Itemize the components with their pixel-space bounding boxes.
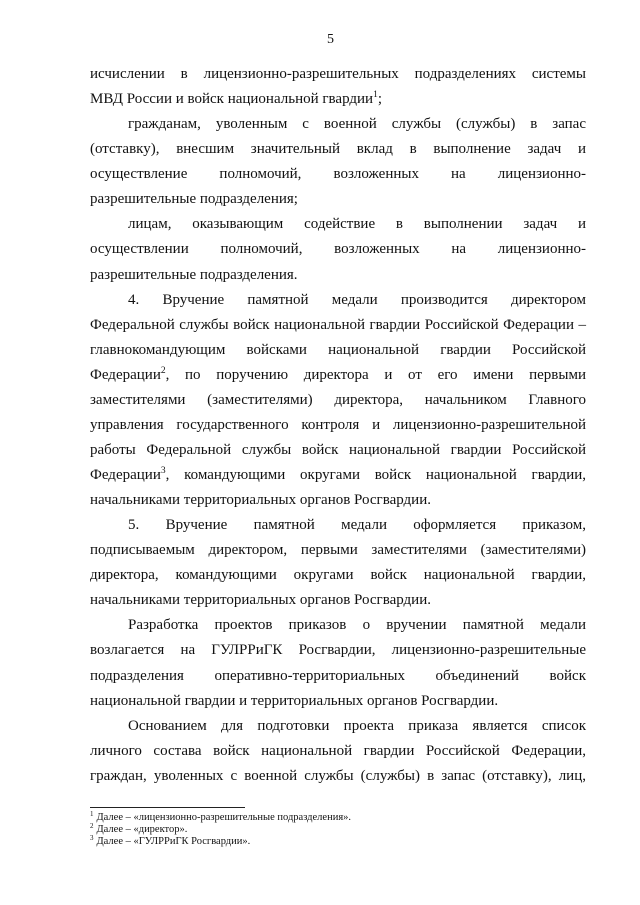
text-line: национальной гвардии и территориальных органов Росгвардии.	[90, 692, 499, 709]
text-line: управления государственного контроля и лицензионно-разрешительной	[90, 416, 586, 433]
footnote-mark: 3	[90, 834, 94, 842]
paragraph	[90, 513, 586, 613]
page-number: 5	[327, 32, 334, 47]
text-segment: Федерации	[90, 467, 161, 483]
text-line: граждан, уволенных с военной службы (службы) в запас (отставку), лиц,	[90, 767, 586, 784]
footnote-reference: 1	[373, 90, 378, 101]
text-line: осуществление полномочий, возложенных на лицензионно-	[90, 166, 586, 183]
footnote-mark: 1	[90, 810, 94, 818]
text-line: возлагается на ГУЛРРиГК Росгвардии, лицензионно-разрешительные	[90, 642, 586, 659]
text-segment: , командующими округами войск национальной гвардии,	[165, 467, 586, 483]
footnote-text: Далее – «ГУЛРРиГК Росгвардии».	[96, 836, 251, 847]
text-line: личного состава войск национальной гвардии Российской Федерации,	[90, 742, 586, 759]
text-line: разрешительные подразделения.	[90, 266, 298, 283]
text-segment: МВД России и войск национальной гвардии	[90, 91, 374, 108]
text-line: Основанием для подготовки проекта приказа является список	[128, 717, 586, 734]
footnote-text: Далее – «лицензионно-разрешительные подразделения».	[96, 812, 352, 823]
text-line	[90, 363, 586, 388]
text-line: работы Федеральной службы войск национальной гвардии Российской	[90, 441, 586, 458]
paragraph	[90, 613, 586, 713]
text-line: главнокомандующим войсками национальной гвардии Российской	[90, 341, 586, 358]
text-line: заместителями (заместителями) директора, начальником Главного	[90, 391, 586, 408]
text-line: Разработка проектов приказов о вручении памятной медали	[128, 617, 586, 634]
text-line: подразделения оперативно-территориальных объединений войск	[90, 667, 586, 684]
document-body	[90, 62, 586, 789]
paragraph	[90, 288, 586, 514]
paragraph	[90, 212, 586, 287]
text-line: осуществлении полномочий, возложенных на лицензионно-	[90, 241, 586, 258]
text-line: разрешительные подразделения;	[90, 191, 298, 208]
footnote	[90, 824, 586, 836]
footnote-reference: 3	[160, 466, 166, 476]
text-line: 5. Вручение памятной медали оформляется приказом,	[128, 517, 586, 534]
footnote	[90, 812, 586, 824]
text-line: исчислении в лицензионно-разрешительных подразделениях системы	[90, 66, 586, 82]
footnote-reference: 2	[160, 365, 166, 376]
text-line: Федеральной службы войск национальной гвардии Российской Федерации –	[90, 316, 586, 333]
paragraph	[90, 62, 586, 112]
text-line: директора, командующими округами войск национальной гвардии,	[90, 567, 586, 584]
text-segment: ;	[377, 91, 382, 108]
text-segment: Федерации	[90, 366, 161, 383]
text-line: лицам, оказывающим содействие в выполнении задач и	[128, 216, 586, 233]
text-segment: , по поручению директора и от его имени первыми	[165, 366, 586, 383]
text-line: гражданам, уволенным с военной службы (службы) в запас	[128, 116, 586, 133]
paragraph	[90, 714, 586, 789]
footnote-mark: 2	[90, 822, 94, 830]
footnote-text: Далее – «директор».	[96, 824, 188, 835]
footnote-separator	[90, 807, 245, 808]
text-line	[90, 87, 586, 112]
footnote	[90, 836, 586, 848]
text-line: подписываемым директором, первыми заместителями (заместителями)	[90, 542, 586, 559]
text-line: начальниками территориальных органов Росгвардии.	[90, 592, 431, 609]
text-line: 4. Вручение памятной медали производится директором	[128, 291, 586, 308]
paragraph	[90, 112, 586, 212]
footnotes	[90, 812, 586, 848]
text-line: (отставку), внесшим значительный вклад в выполнение задач и	[90, 141, 586, 158]
text-line: начальниками территориальных органов Росгвардии.	[90, 492, 431, 509]
text-line	[90, 463, 586, 488]
